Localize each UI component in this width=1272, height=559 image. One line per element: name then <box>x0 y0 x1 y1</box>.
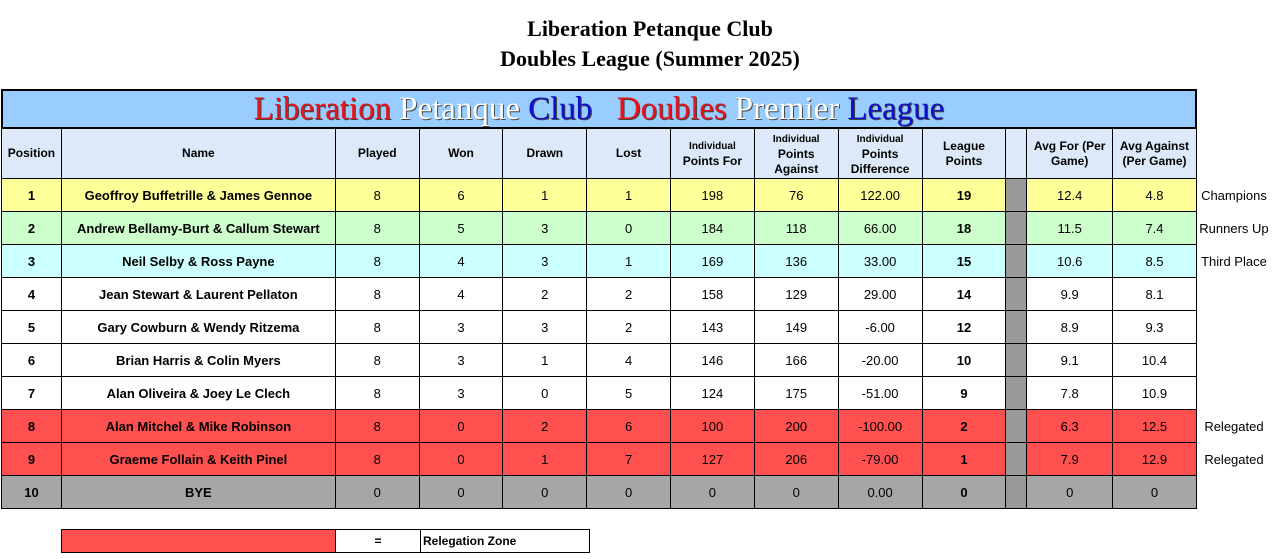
name-cell: Neil Selby & Ross Payne <box>61 245 335 278</box>
avg-against-cell: 12.9 <box>1113 443 1197 476</box>
position-cell: 10 <box>2 476 62 509</box>
header-points-against <box>754 129 838 179</box>
points-difference-cell: 29.00 <box>838 278 922 311</box>
separator-cell <box>1006 443 1027 476</box>
won-cell: 3 <box>419 377 503 410</box>
league-points-cell: 18 <box>922 212 1006 245</box>
points-against-cell: 206 <box>754 443 838 476</box>
header-row <box>2 129 1272 179</box>
name-cell: Gary Cowburn & Wendy Ritzema <box>61 311 335 344</box>
points-difference-cell: 33.00 <box>838 245 922 278</box>
table-row <box>2 179 1272 212</box>
relegation-swatch <box>62 530 336 553</box>
league-table-body <box>2 179 1272 509</box>
points-against-cell: 175 <box>754 377 838 410</box>
separator-cell <box>1006 476 1027 509</box>
table-row <box>2 476 1272 509</box>
played-cell: 0 <box>335 476 419 509</box>
header-text: Individual <box>689 141 736 152</box>
header-text: Points For <box>682 154 743 168</box>
points-difference-cell: -6.00 <box>838 311 922 344</box>
avg-for-cell: 0 <box>1027 476 1113 509</box>
separator-cell <box>1006 212 1027 245</box>
won-cell: 0 <box>419 410 503 443</box>
header-avg-for <box>1027 129 1113 179</box>
league-points-cell: 12 <box>922 311 1006 344</box>
position-cell: 9 <box>2 443 62 476</box>
avg-for-cell: 9.1 <box>1027 344 1113 377</box>
league-points-cell: 15 <box>922 245 1006 278</box>
league-points-cell: 14 <box>922 278 1006 311</box>
table-row <box>2 212 1272 245</box>
separator-column <box>1006 129 1027 179</box>
banner-word: League <box>847 91 945 127</box>
points-for-cell: 169 <box>670 245 754 278</box>
title-line-2: Doubles League (Summer 2025) <box>500 46 800 71</box>
points-difference-cell: -79.00 <box>838 443 922 476</box>
header-lost: Lost <box>587 129 671 179</box>
header-text: (Per Game) <box>1122 153 1187 168</box>
avg-against-cell: 7.4 <box>1113 212 1197 245</box>
separator-cell <box>1006 311 1027 344</box>
header-text: Points <box>861 146 899 161</box>
lost-cell: 5 <box>587 377 671 410</box>
lost-cell: 0 <box>587 476 671 509</box>
separator-cell <box>1006 377 1027 410</box>
avg-against-cell: 4.8 <box>1113 179 1197 212</box>
points-difference-cell: -20.00 <box>838 344 922 377</box>
lost-cell: 2 <box>587 278 671 311</box>
status-note: Champions <box>1196 179 1271 212</box>
status-note <box>1196 344 1271 377</box>
league-table <box>1 128 1272 509</box>
header-position: Position <box>2 129 62 179</box>
drawn-cell: 2 <box>503 410 587 443</box>
points-for-cell: 100 <box>670 410 754 443</box>
won-cell: 3 <box>419 311 503 344</box>
table-row <box>2 344 1272 377</box>
avg-for-cell: 9.9 <box>1027 278 1113 311</box>
avg-against-cell: 12.5 <box>1113 410 1197 443</box>
status-note <box>1196 476 1271 509</box>
avg-against-cell: 10.4 <box>1113 344 1197 377</box>
drawn-cell: 0 <box>503 377 587 410</box>
separator-cell <box>1006 278 1027 311</box>
separator-cell <box>1006 179 1027 212</box>
won-cell: 0 <box>419 476 503 509</box>
points-for-cell: 0 <box>670 476 754 509</box>
separator-cell <box>1006 410 1027 443</box>
points-difference-cell: -51.00 <box>838 377 922 410</box>
played-cell: 8 <box>335 344 419 377</box>
table-row <box>2 410 1272 443</box>
position-cell: 5 <box>2 311 62 344</box>
drawn-cell: 1 <box>503 443 587 476</box>
banner-word: Doubles <box>616 91 727 127</box>
table-row <box>2 377 1272 410</box>
avg-against-cell: 0 <box>1113 476 1197 509</box>
drawn-cell: 1 <box>503 344 587 377</box>
points-for-cell: 158 <box>670 278 754 311</box>
name-cell: Jean Stewart & Laurent Pellaton <box>61 278 335 311</box>
document-title <box>0 14 1272 74</box>
played-cell: 8 <box>335 245 419 278</box>
header-league-points <box>922 129 1006 179</box>
banner-word: Premier <box>734 91 840 127</box>
position-cell: 6 <box>2 344 62 377</box>
points-difference-cell: 0.00 <box>838 476 922 509</box>
table-row <box>2 245 1272 278</box>
banner-word: Petanque <box>399 91 521 127</box>
header-text: Individual <box>772 133 820 145</box>
header-text: Game) <box>1051 153 1089 168</box>
points-difference-cell: 66.00 <box>838 212 922 245</box>
lost-cell: 2 <box>587 311 671 344</box>
avg-for-cell: 7.8 <box>1027 377 1113 410</box>
header-note-spacer <box>1196 129 1271 179</box>
won-cell: 0 <box>419 443 503 476</box>
separator-cell <box>1006 245 1027 278</box>
name-cell: BYE <box>61 476 335 509</box>
drawn-cell: 2 <box>503 278 587 311</box>
played-cell: 8 <box>335 212 419 245</box>
header-drawn: Drawn <box>503 129 587 179</box>
points-against-cell: 76 <box>754 179 838 212</box>
legend <box>61 529 590 553</box>
points-against-cell: 0 <box>754 476 838 509</box>
header-text: Against <box>774 161 819 176</box>
position-cell: 3 <box>2 245 62 278</box>
points-for-cell: 184 <box>670 212 754 245</box>
name-cell: Alan Oliveira & Joey Le Clech <box>61 377 335 410</box>
name-cell: Alan Mitchel & Mike Robinson <box>61 410 335 443</box>
position-cell: 1 <box>2 179 62 212</box>
won-cell: 6 <box>419 179 503 212</box>
header-text: Points <box>945 153 983 168</box>
header-won: Won <box>419 129 503 179</box>
points-against-cell: 129 <box>754 278 838 311</box>
points-for-cell: 127 <box>670 443 754 476</box>
header-text: Points <box>777 146 815 161</box>
header-text: Individual <box>856 133 904 145</box>
played-cell: 8 <box>335 179 419 212</box>
points-for-cell: 143 <box>670 311 754 344</box>
points-for-cell: 198 <box>670 179 754 212</box>
league-banner <box>1 89 1197 128</box>
drawn-cell: 3 <box>503 212 587 245</box>
played-cell: 8 <box>335 377 419 410</box>
lost-cell: 4 <box>587 344 671 377</box>
legend-equals: = <box>336 530 421 553</box>
points-against-cell: 200 <box>754 410 838 443</box>
drawn-cell: 3 <box>503 245 587 278</box>
drawn-cell: 1 <box>503 179 587 212</box>
status-note: Relegated <box>1196 410 1271 443</box>
position-cell: 7 <box>2 377 62 410</box>
played-cell: 8 <box>335 443 419 476</box>
avg-for-cell: 10.6 <box>1027 245 1113 278</box>
position-cell: 8 <box>2 410 62 443</box>
avg-for-cell: 11.5 <box>1027 212 1113 245</box>
played-cell: 8 <box>335 410 419 443</box>
avg-against-cell: 8.1 <box>1113 278 1197 311</box>
points-for-cell: 124 <box>670 377 754 410</box>
drawn-cell: 0 <box>503 476 587 509</box>
header-text: Avg Against <box>1119 138 1190 153</box>
avg-for-cell: 12.4 <box>1027 179 1113 212</box>
won-cell: 3 <box>419 344 503 377</box>
avg-for-cell: 8.9 <box>1027 311 1113 344</box>
name-cell: Brian Harris & Colin Myers <box>61 344 335 377</box>
league-points-cell: 9 <box>922 377 1006 410</box>
points-against-cell: 136 <box>754 245 838 278</box>
lost-cell: 0 <box>587 212 671 245</box>
league-points-cell: 1 <box>922 443 1006 476</box>
position-cell: 2 <box>2 212 62 245</box>
header-text: League <box>942 138 985 153</box>
points-difference-cell: -100.00 <box>838 410 922 443</box>
points-against-cell: 118 <box>754 212 838 245</box>
lost-cell: 1 <box>587 179 671 212</box>
points-difference-cell: 122.00 <box>838 179 922 212</box>
status-note: Third Place <box>1196 245 1271 278</box>
header-text: Avg For (Per <box>1033 138 1106 153</box>
avg-for-cell: 6.3 <box>1027 410 1113 443</box>
league-points-cell: 10 <box>922 344 1006 377</box>
status-note <box>1196 377 1271 410</box>
points-against-cell: 166 <box>754 344 838 377</box>
points-against-cell: 149 <box>754 311 838 344</box>
title-line-1: Liberation Petanque Club <box>527 16 773 41</box>
won-cell: 5 <box>419 212 503 245</box>
avg-for-cell: 7.9 <box>1027 443 1113 476</box>
name-cell: Andrew Bellamy-Burt & Callum Stewart <box>61 212 335 245</box>
league-points-cell: 19 <box>922 179 1006 212</box>
status-note <box>1196 278 1271 311</box>
status-note <box>1196 311 1271 344</box>
header-name: Name <box>61 129 335 179</box>
league-points-cell: 2 <box>922 410 1006 443</box>
lost-cell: 7 <box>587 443 671 476</box>
avg-against-cell: 8.5 <box>1113 245 1197 278</box>
status-note: Runners Up <box>1196 212 1271 245</box>
played-cell: 8 <box>335 278 419 311</box>
table-row <box>2 278 1272 311</box>
played-cell: 8 <box>335 311 419 344</box>
header-played: Played <box>335 129 419 179</box>
header-points-for <box>670 129 754 179</box>
lost-cell: 1 <box>587 245 671 278</box>
position-cell: 4 <box>2 278 62 311</box>
won-cell: 4 <box>419 278 503 311</box>
table-row <box>2 443 1272 476</box>
points-for-cell: 146 <box>670 344 754 377</box>
table-row <box>2 311 1272 344</box>
header-avg-against <box>1113 129 1197 179</box>
drawn-cell: 3 <box>503 311 587 344</box>
avg-against-cell: 10.9 <box>1113 377 1197 410</box>
avg-against-cell: 9.3 <box>1113 311 1197 344</box>
separator-cell <box>1006 344 1027 377</box>
status-note: Relegated <box>1196 443 1271 476</box>
banner-word: Liberation <box>253 91 392 127</box>
won-cell: 4 <box>419 245 503 278</box>
header-text: Difference <box>850 161 910 176</box>
league-points-cell: 0 <box>922 476 1006 509</box>
name-cell: Graeme Follain & Keith Pinel <box>61 443 335 476</box>
legend-label: Relegation Zone <box>421 530 590 553</box>
lost-cell: 6 <box>587 410 671 443</box>
banner-word: Club <box>528 91 593 127</box>
name-cell: Geoffroy Buffetrille & James Gennoe <box>61 179 335 212</box>
header-points-difference <box>838 129 922 179</box>
